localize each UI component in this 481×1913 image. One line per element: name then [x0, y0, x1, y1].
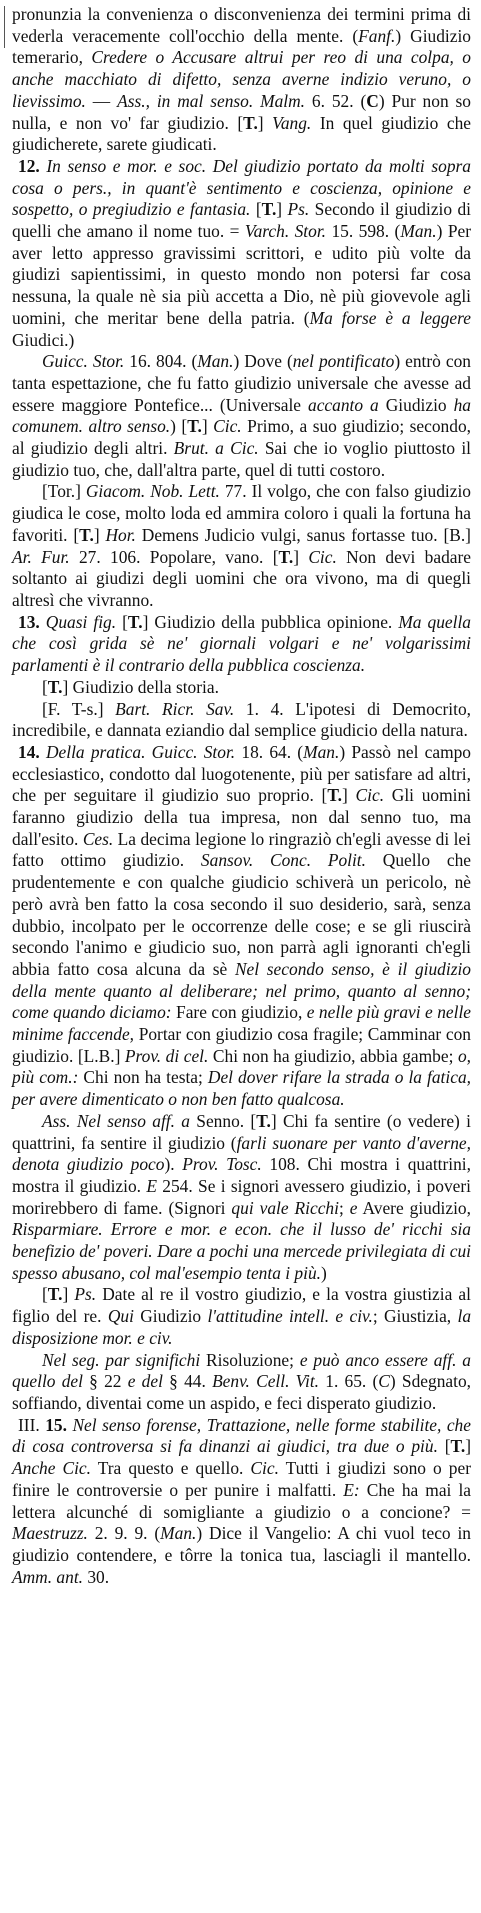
- paragraph-4: [Tor.] Giacom. Nob. Lett. 77. Il volgo, che con falso giudizio giudica le cose, molto loda ed ammira coloro i quali la fortuna ha favoriti. [T.] Hor. Demens Judicio vulgi, sanus fortasse tuo. [B.] Ar. Fur. 27. 106. Popolare, vano. [T.] Cic. Non devi badare soltanto ai giudizi degli uomini che ora vivono, ma di quegli altresì che vivranno.: [12, 481, 472, 610]
- paragraph-12: III. 15. Nel senso forense, Trattazione, nelle forme stabilite, che di cosa controversa si fa dinanzi ai giudici, tra due o più. [T.] Anche Cic. Tra questo e quello. Cic. Tutti i giudizi sono o per finire le controversie o per punire i malfatti. E: Che ha mai la lettera alcunché di somigliante a giudizio o a concione? = Maestruzz. 2. 9. 9. (Man.) Dice il Vangelio: A chi vuol teco in giudizio contendere, e tôrre la tonica tua, lasciagli il mantello. Amm. ant. 30.: [12, 1414, 472, 1587]
- paragraph-10: [T.] Ps. Date al re il vostro giudizio, e la vostra giustizia al figlio del re. Qui Giudizio l'attitudine intell. e civ.; Giustizia, la disposizione mor. e civ.: [12, 1284, 472, 1348]
- paragraph-11: Nel seg. par significhi Risoluzione; e può anco essere aff. a quello del § 22 e del § 44. Benv. Cell. Vit. 1. 65. (C) Sdegnato, soffiando, diventai come un aspido, e feci disperato giudizio.: [12, 1349, 471, 1413]
- paragraph-7: [F. T-s.] Bart. Ricr. Sav. 1. 4. L'ipotesi di Democrito, incredibile, e dannata eziandio dal semplice giudicio della natura.: [12, 698, 471, 741]
- paragraph-3: Guicc. Stor. 16. 804. (Man.) Dove (nel pontificato) entrò con tanta espettazione, che fu fatto giudizio universale che avesse ad essere maggiore Pontefice... (Universale accanto a Giudizio ha comunem. altro senso.) [T.] Cic. Primo, a suo giudizio; secondo, al giudizio degli altri. Brut. a Cic. Sai che io voglio piuttosto il giudizio tuo, che, dall'altra parte, quel di tutti costoro.: [12, 351, 472, 480]
- paragraph-9: Ass. Nel senso aff. a Senno. [T.] Chi fa sentire (o vedere) i quattrini, fa sentire il giudizio (farli suonare per vanto d'averne, denota giudizio poco). Prov. Tosc. 108. Chi mostra i quattrini, mostra il giudizio. E 254. Se i signori avessero giudizio, i poveri morirebbero di fame. (Signori qui vale Ricchi; e Avere giudizio, Risparmiare. Errore e mor. e econ. che il lusso de' ricchi sia benefizio de' poveri. Dare a pochi una mercede privilegiata di cui spesso abusano, col mal'esempio tenta i più.): [12, 1110, 472, 1283]
- paragraph-8: 14. Della pratica. Guicc. Stor. 18. 64. (Man.) Passò nel campo ecclesiastico, condotto dal luogotenente, più per satisfare ad altri, che per seguitare il giudizio suo proprio. [T.] Cic. Gli uomini faranno giudizio della tua impresa, non dal senno tuo, ma dall'esito. Ces. La decima legione lo ringraziò ch'egli avesse di lei fatto ottimo giudizio. Sansov. Conc. Polit. Quello che prudentemente e con qualche giudicio schiverà un pericolo, nè però avrà ben fatto la cosa secondo il suo desiderio, sarà, senza dubbio, incolpato per le occorrenze delle cose; e se gli riuscirà secondo l'animo e giudicio suo, non parrà agli ignoranti ch'egli abbia fatto cosa alcuna da sè Nel secondo senso, è il giudizio della mente quanto al deliberare; nel primo, quanto al senno; come quando diciamo: Fare con giudizio, e nelle più gravi e nelle minime faccende, Portar con giudizio cosa fragile; Camminar con giudizio. [L.B.] Prov. di cel. Chi non ha giudizio, abbia gambe; o, più com.: Chi non ha testa; Del dover rifare la strada o la fatica, per avere dimenticato o non ben fatto qualcosa.: [12, 741, 472, 1110]
- entry-text: [12, 4, 471, 1588]
- paragraph-1: pronunzia la convenienza o disconvenienza dei termini prima di vederla veracemente coll'occhio della mente. (Fanf.) Giudizio temerario, Credere o Accusare altrui per reo di una colpa, o anche macchiato di difetto, senza averne indizio veruno, o lievissimo. — Ass., in mal senso. Malm. 6. 52. (C) Pur non so nulla, e non vo' far giudizio. [T.] Vang. In quel giudizio che giudicherete, sarete giudicati.: [12, 4, 472, 155]
- paragraph-5: 13. Quasi fig. [T.] Giudizio della pubblica opinione. Ma quella che così grida sè ne' giornali volgari e ne' volgarissimi parlamenti è il contrario della pubblica coscienza.: [12, 611, 471, 676]
- paragraph-2: 12. In senso e mor. e soc. Del giudizio portato da molti sopra cosa o pers., in quant'è sentimento e coscienza, opinione e sospetto, o pregiudizio e fantasia. [T.] Ps. Secondo il giudizio di quelli che amano il nome tuo. = Varch. Stor. 15. 598. (Man.) Per aver letto appresso gravissimi scrittori, e udito più volte da giudizi sapientissimi, in questo mondo non potersi far cosa nessuna, la quale nè sia più accetta a Dio, nè più giovevole agli uomini, che meritar bene della patria. (Ma forse è a leggere Giudici.): [12, 155, 472, 350]
- margin-rule: [4, 6, 5, 48]
- paragraph-6: [T.] Giudizio della storia.: [42, 676, 219, 697]
